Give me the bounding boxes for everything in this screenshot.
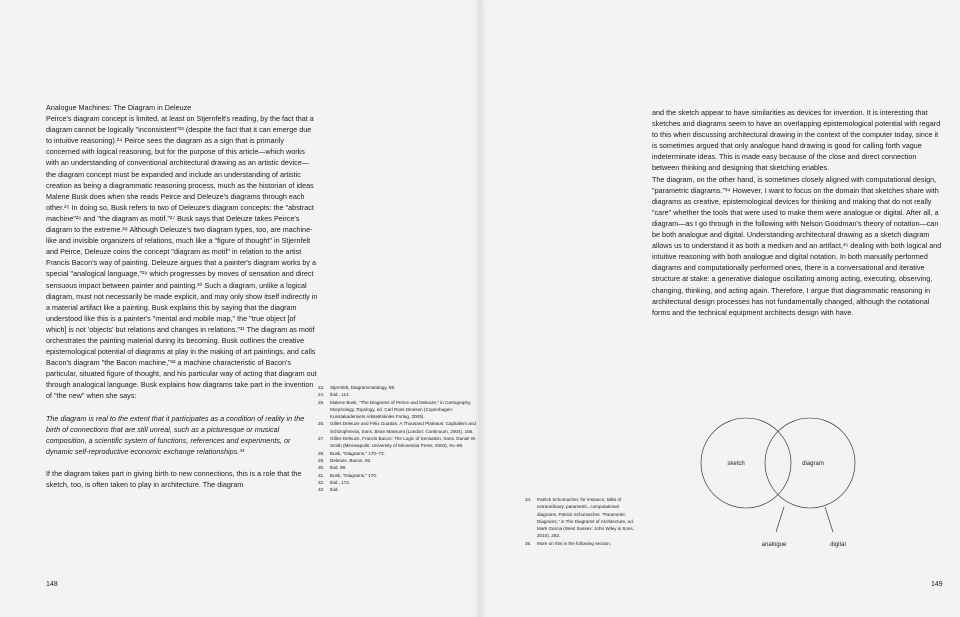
footnote-number: 23.	[318, 385, 325, 390]
footnote-number: 32.	[318, 479, 325, 485]
footnote-number: 34.	[525, 497, 532, 502]
footnote-item	[318, 457, 478, 464]
section-heading: Analogue Machines: The Diagram in Deleuze	[46, 103, 192, 112]
footnote-text: Gilles Deleuze, Francis Bacon: The Logic of Sensation, trans. Daniel W. Smith (Minneapolis: University of Minnesota Press, 2004), 91–98.	[330, 436, 476, 449]
venn-label-sketch: sketch	[727, 461, 745, 467]
footnote-text: Ibid. 98.	[330, 465, 347, 471]
footnote-text: Ibid., 114.	[330, 392, 350, 398]
footnote-number: 26.	[318, 421, 325, 427]
left-paragraph-1: Peirce's diagram concept is limited, at least on Stjernfelt's reading, by the fact that a diagram cannot be logically "inconsistent"²³ (despite the fact that it can emerge due to intuitive reasoning).²⁴ Peirce sees the diagram as a sign that is primarily concerned with logical reasoning, but for the purpose of this article—which works with an understanding of conventional architectural drawing as an artistic device—the diagram concept must be expanded and include an understanding of artistic creation as being a diagrammatic reasoning process, much as the historian of ideas Malene Busk does when she reads Peirce and Deleuze's diagrams through each other.²⁵ In doing so, Busk refers to two of Deleuze's diagram concepts: the "abstract machine"²⁶ and "the diagram as motif."²⁷ Busk says that Deleuze takes Peirce's diagram to the extreme.²⁸ Although Deleuze's two diagram types, too, are machine-like and invisible organizers of relations, much like a "figure of thought" in Stjernfelt and Peirce, Deleuze coins the concept "diagram as motif" in relation to the artist Francis Bacon's way of painting. Deleuze argues that a painter's diagram works by a special "analogical language,"²⁹ which progresses by moves of sensation and direct sensuous impact between painter and painting.³⁰ Such a diagram, unlike a logical diagram, must not necessarily be made explicit, and may only show itself indirectly in a material artifact like a painting. Busk explains this by saying that the diagram understood like this is a painter's "mental and mobile map," the "true object [of which] is not 'objects' but relations and changes in relations."³¹ The diagram as motif orchestrates the painting material during its becoming. Busk outlines the creative epistemological potential of diagrams at play in the making of art paintings, and calls Bacon's diagram "the Bacon machine,"³² a machine characteristic of Bacon's particular, situated figure of thought, and his particular way of acting that diagram out through analogical language. Busk explains how diagrams take part in the invention of "the new" when she says:	[46, 114, 318, 401]
footnote-number: 33.	[318, 487, 325, 493]
footnote-text: Ibid., 172.	[330, 479, 351, 485]
footnote-item	[318, 420, 478, 435]
footnote-item	[318, 450, 478, 457]
footnote-item	[525, 496, 637, 540]
right-main-column	[652, 107, 942, 318]
footnote-number: 24.	[318, 392, 325, 398]
footnote-number: 29.	[318, 457, 325, 463]
footnote-item	[318, 391, 478, 398]
footnote-text: Ibid.	[330, 487, 339, 493]
footnote-item	[318, 384, 478, 391]
venn-label-analogue: analogue	[761, 542, 787, 548]
footnote-text: Deleuze, Bacon, 93.	[330, 457, 372, 463]
footnote-text: Patrick Schumacher, for instance, talks of extraordinary, parametric, computational diagrams. Patrick Schumacher, "Parametric Diagrams," in The Diagrams of Architecture, ed. Mark Garcia (West Sussex: John Wiley & Sons, 2010), 263.	[537, 497, 635, 539]
footnote-text: Gilles Deleuze and Félix Guattari, A Thousand Plateaus: Capitalism and Schizophrenia, trans. Brian Massumi (London: Continuum, 2004), 156.	[330, 421, 476, 434]
venn-svg	[690, 404, 920, 564]
block-quote: The diagram is real to the extent that it participates as a condition of reality in the birth of connections that are still unreal, such as a picturesque or musical composition, a scientific system of functions, references and experiments, or dynamic self-reproductive economic exchange relationships.³³	[46, 413, 305, 456]
venn-label-digital: digital	[830, 542, 846, 548]
left-main-column	[46, 102, 318, 490]
footnote-item	[318, 472, 478, 479]
footnote-number: 31.	[318, 472, 325, 478]
footnote-item	[525, 540, 637, 547]
footnote-item	[318, 479, 478, 486]
footnote-text: Busk, "Diagrams," 170–73.	[330, 450, 385, 456]
footnote-item	[318, 399, 478, 421]
footnote-text: Malene Busk, "The Diagrams of Peirce and Deleuze," in Cartography, Morphology, Topology, ed. Carl Ross Dinesen (Copenhagen: Kunstakademiets Arkitektskoles Forlag, 2009).	[330, 399, 472, 420]
connector-line-analogue	[776, 507, 784, 532]
venn-label-diagram: diagram	[802, 461, 824, 467]
venn-diagram	[690, 404, 920, 564]
page-number-right: 149	[931, 581, 943, 588]
page-number-left: 148	[46, 581, 58, 588]
footnote-text: Stjernfelt, Diagrammatology, 98.	[330, 385, 396, 390]
footnote-number: 35.	[525, 540, 532, 546]
footnote-item	[318, 464, 478, 471]
footnote-number: 27.	[318, 436, 325, 442]
connector-line-digital	[825, 507, 833, 532]
right-footnotes	[525, 496, 637, 547]
right-paragraph-1: and the sketch appear to have similarities as devices for invention. It is interesting that sketches and diagrams seem to have an overlapping epistemological potential with regard to this when discussing architectural drawing in the context of the computer today, since it is sometimes argued that only analogue hand drawing is good for calling forth vague indeterminate ideas. This is made easy because of the close and direct connection between thinking and designing that sketching enables.	[652, 108, 941, 173]
footnote-text: Busk, "Diagrams," 170.	[330, 472, 378, 478]
left-footnotes	[318, 384, 478, 493]
left-paragraph-2: If the diagram takes part in giving birth to new connections, this is a role that the sketch, too, is often taken to play in architecture. The diagram	[46, 468, 302, 489]
footnote-item	[318, 486, 478, 493]
footnote-item	[318, 435, 478, 450]
right-paragraph-2: The diagram, on the other hand, is sometimes closely aligned with computational design, "parametric diagrams."³⁴ However, I want to focus on the domain that sketches share with diagrams as creative, epistemological devices for thinking and making that do not really "care" whether the tools that were used to make them were analogue or digital. After all, a diagram—as I go through in the following with Nelson Goodman's theory of notation—can be both analogue and digital. Understanding architectural drawing as a sketch diagram allows us to understand it as both a medium and an artifact,³⁵ dealing with both logical and intuitive reasoning with both analogue and digital notation. In both manually performed diagrams and computationally performed ones, there is a conversational and iterative structure at stake: a generative dialogue oscillating among acting, executing, observing, changing, thinking, and acting again. Therefore, I argue that diagrammatic reasoning in architectural design processes has not fundamentally changed, although the notational forms and the technical equipment architects design with have.	[652, 174, 942, 317]
footnote-number: 30.	[318, 465, 325, 471]
footnote-number: 28.	[318, 450, 325, 456]
footnote-text: More on this in the following section.	[537, 540, 612, 546]
footnote-number: 25.	[318, 399, 325, 405]
